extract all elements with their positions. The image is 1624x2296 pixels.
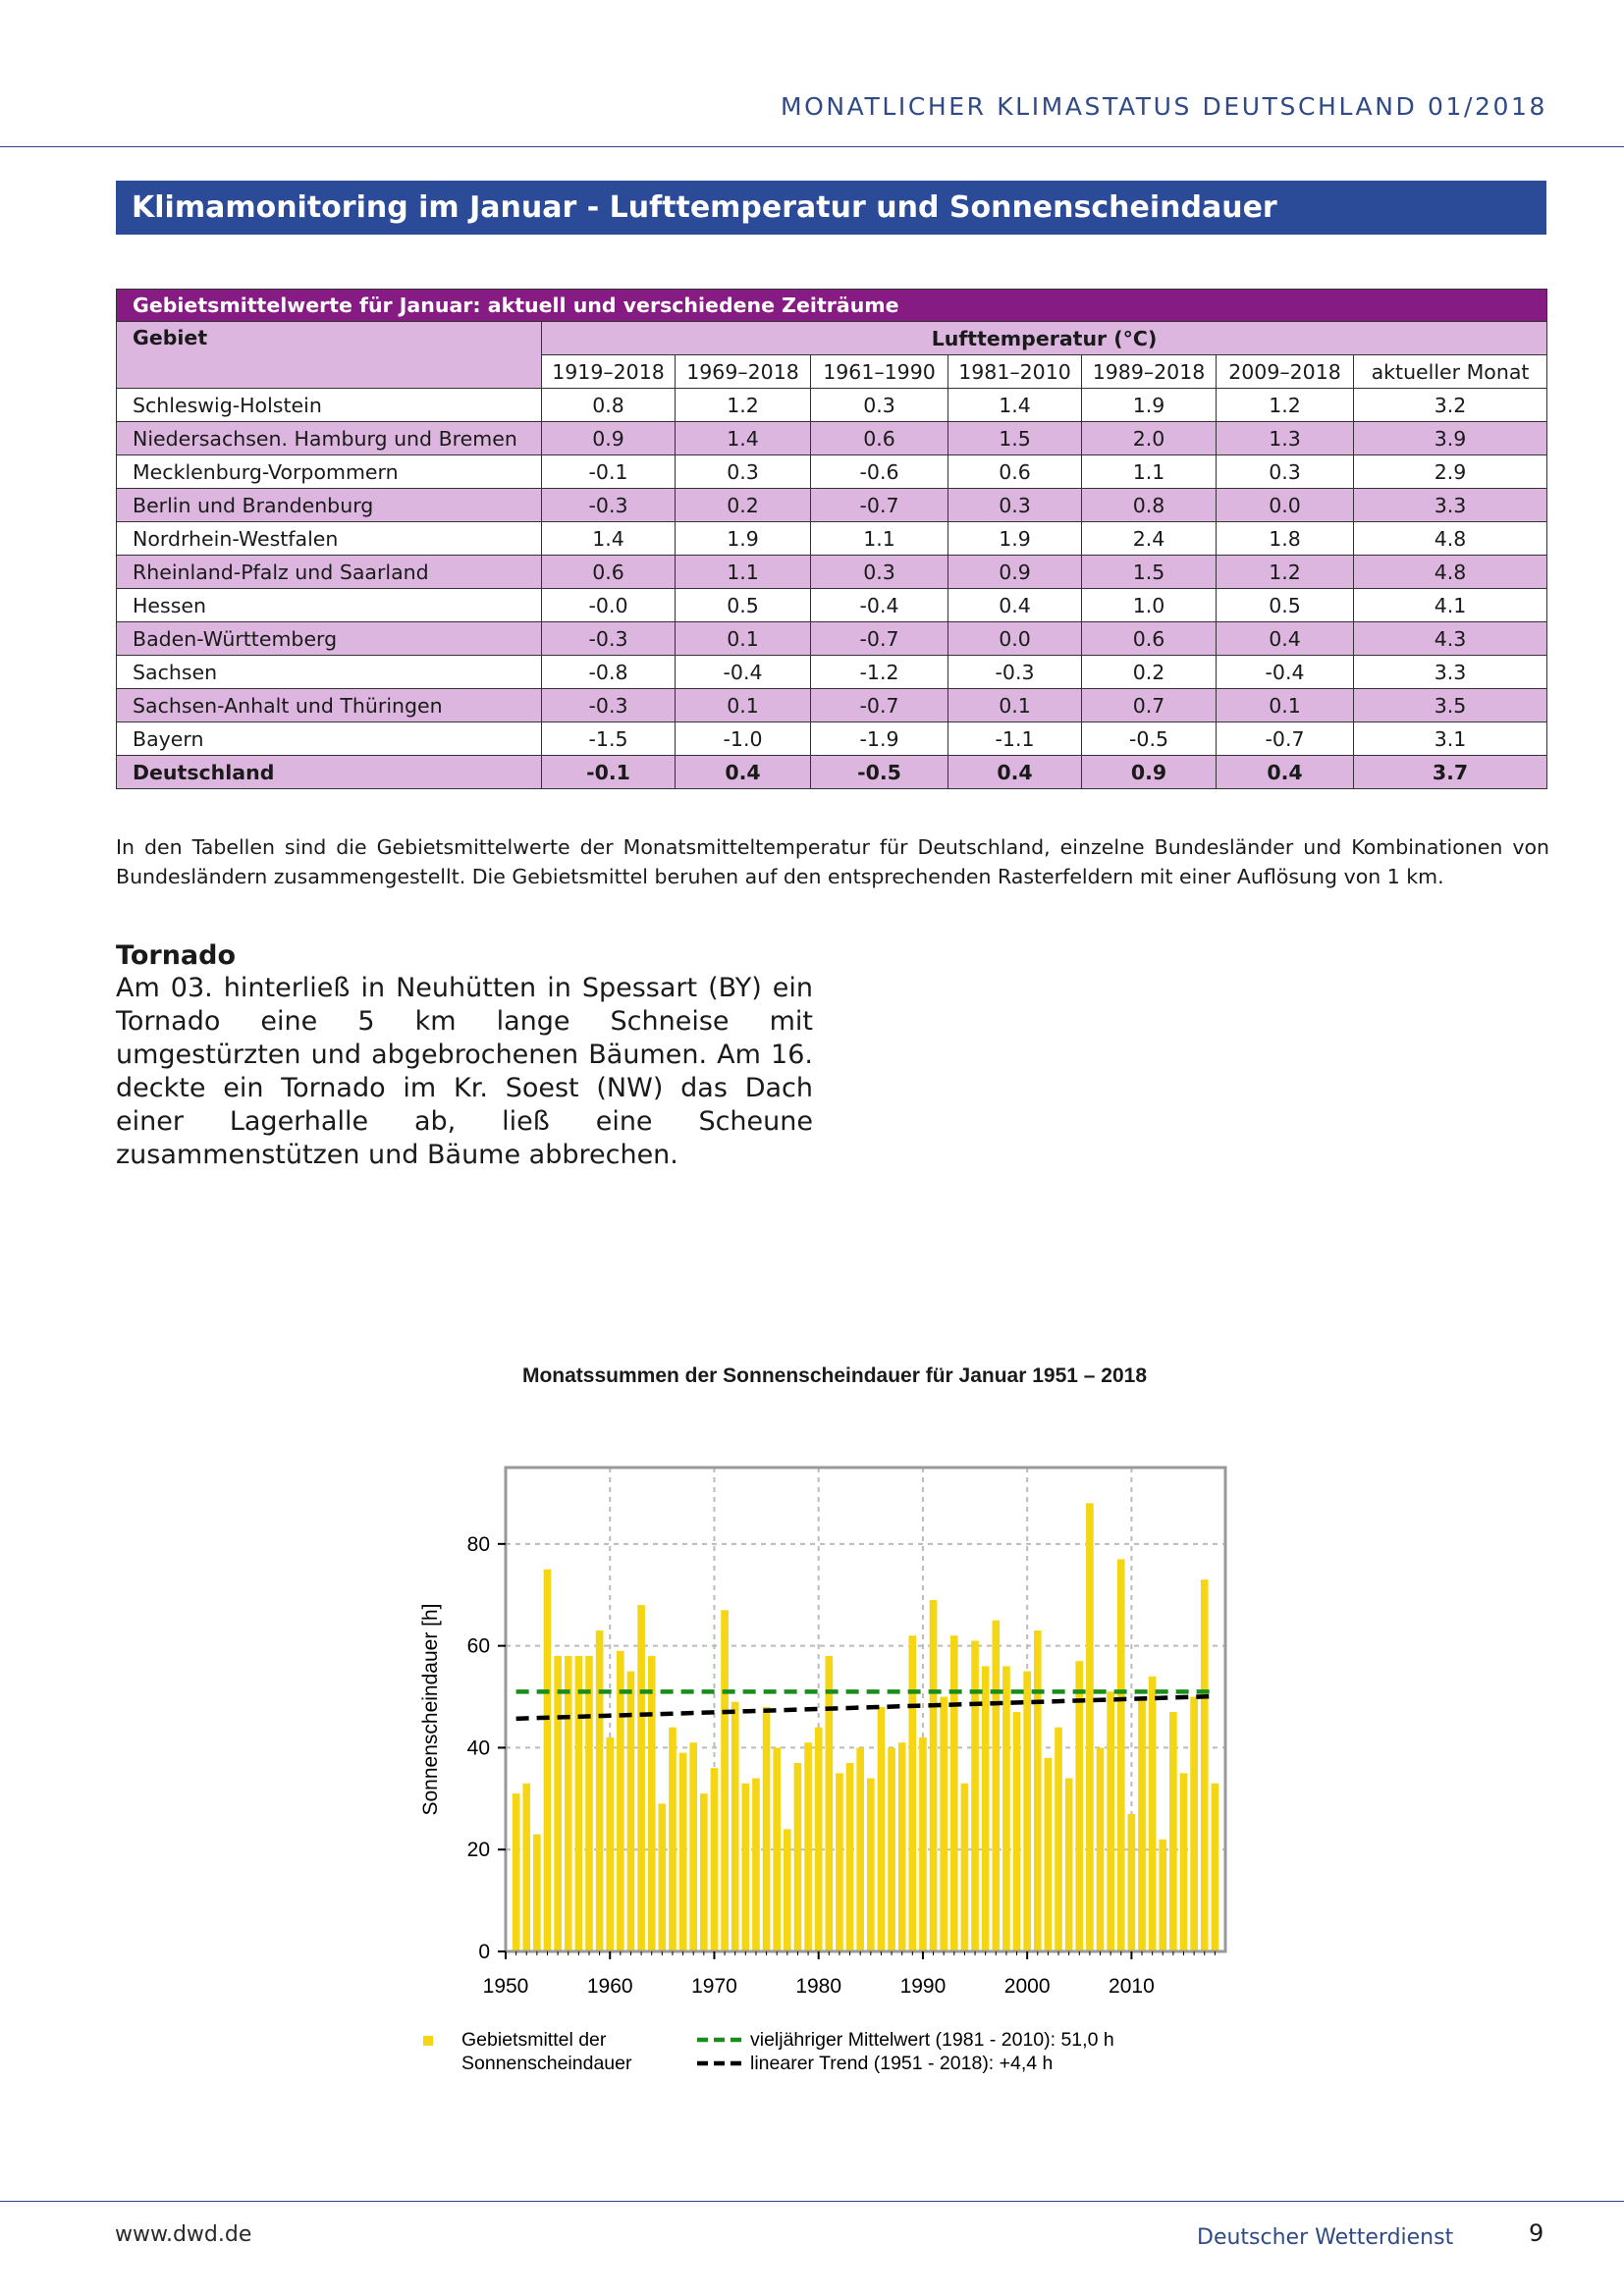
temperature-value: 4.3	[1354, 622, 1547, 656]
temperature-value: 0.6	[948, 455, 1082, 489]
x-tick-label: 1970	[691, 1975, 737, 1998]
table-row	[117, 389, 1547, 422]
legend-bar-label-2: Sonnenscheindauer	[461, 2053, 632, 2074]
temperature-value: -0.1	[542, 756, 676, 789]
temperature-value: 0.3	[1217, 455, 1354, 489]
sunshine-bar	[689, 1742, 697, 1951]
temperature-value: 0.4	[1217, 622, 1354, 656]
temperature-value: 1.1	[811, 522, 948, 556]
temperature-value: 3.1	[1354, 722, 1547, 756]
sunshine-bar	[971, 1640, 979, 1951]
region-name: Sachsen-Anhalt und Thüringen	[117, 689, 542, 722]
temperature-table	[116, 289, 1547, 789]
temperature-value: 0.3	[811, 556, 948, 589]
sunshine-bar	[846, 1763, 854, 1951]
temperature-value: 1.3	[1217, 422, 1354, 455]
sunshine-bar	[596, 1630, 604, 1951]
temperature-value: 0.4	[948, 589, 1082, 622]
sunshine-bar	[908, 1635, 916, 1951]
sunshine-bar	[544, 1570, 552, 1951]
temperature-value: 1.5	[948, 422, 1082, 455]
temperature-value: -0.3	[948, 656, 1082, 689]
sunshine-bar	[1201, 1579, 1209, 1951]
temperature-value: -0.3	[542, 489, 676, 522]
sunshine-bar	[1002, 1666, 1010, 1951]
region-name: Mecklenburg-Vorpommern	[117, 455, 542, 489]
temperature-value: 3.3	[1354, 489, 1547, 522]
sunshine-bar	[752, 1779, 760, 1951]
temperature-value: -0.6	[811, 455, 948, 489]
region-name: Berlin und Brandenburg	[117, 489, 542, 522]
sunshine-bar	[617, 1651, 624, 1951]
temperature-value: 1.9	[676, 522, 811, 556]
temperature-value: 0.8	[542, 389, 676, 422]
y-axis-label: Sonnenscheindauer [h]	[419, 1603, 442, 1816]
sunshine-bar	[1107, 1691, 1114, 1951]
sunshine-bar	[836, 1773, 843, 1951]
sunshine-bar	[815, 1728, 823, 1951]
region-name: Nordrhein-Westfalen	[117, 522, 542, 556]
sunshine-bar	[1013, 1712, 1021, 1951]
sunshine-bar	[1034, 1630, 1042, 1951]
temperature-value: 0.7	[1082, 689, 1217, 722]
sunshine-bar	[856, 1747, 864, 1951]
temperature-value: 1.2	[1217, 556, 1354, 589]
temperature-value: -0.4	[1217, 656, 1354, 689]
tornado-heading: Tornado	[116, 940, 237, 971]
region-name: Sachsen	[117, 656, 542, 689]
period-header: 1989–2018	[1082, 355, 1217, 389]
temperature-value: 0.3	[676, 455, 811, 489]
temperature-value: 0.9	[542, 422, 676, 455]
sunshine-bar	[1023, 1672, 1031, 1951]
sunshine-bar	[1169, 1712, 1177, 1951]
table-row	[117, 489, 1547, 522]
temperature-value: 0.1	[1217, 689, 1354, 722]
temperature-value: -1.0	[676, 722, 811, 756]
temperature-value: 0.6	[1082, 622, 1217, 656]
sunshine-chart-svg	[393, 1355, 1276, 2101]
temperature-value: -0.7	[1217, 722, 1354, 756]
sunshine-bar	[898, 1742, 906, 1951]
sunshine-bar	[1138, 1697, 1146, 1951]
sunshine-bar	[1086, 1503, 1094, 1951]
temperature-value: 4.8	[1354, 522, 1547, 556]
temperature-value: -0.5	[1082, 722, 1217, 756]
y-tick-label: 40	[466, 1736, 490, 1760]
sunshine-bar	[721, 1610, 729, 1951]
sunshine-bar	[679, 1753, 687, 1951]
temperature-value: -0.0	[542, 589, 676, 622]
region-name: Bayern	[117, 722, 542, 756]
table-row	[117, 622, 1547, 656]
temperature-value: -0.7	[811, 489, 948, 522]
table-row	[117, 589, 1547, 622]
region-name: Baden-Württemberg	[117, 622, 542, 656]
temperature-value: -0.7	[811, 622, 948, 656]
sunshine-bar	[1055, 1728, 1062, 1951]
sunshine-bar	[1149, 1677, 1157, 1951]
table-body	[117, 389, 1547, 789]
table-row	[117, 689, 1547, 722]
sunshine-bar	[982, 1666, 990, 1951]
sunshine-bar	[565, 1656, 572, 1951]
temperature-value: -1.5	[542, 722, 676, 756]
sunshine-bar	[763, 1707, 771, 1951]
temperature-value: 0.4	[676, 756, 811, 789]
temperature-value: 2.9	[1354, 455, 1547, 489]
temperature-value: -0.7	[811, 689, 948, 722]
temperature-value: 0.1	[676, 689, 811, 722]
temperature-value: 0.4	[948, 756, 1082, 789]
sunshine-bar	[1117, 1559, 1125, 1951]
x-tick-label: 1980	[795, 1975, 842, 1998]
temperature-value: 2.0	[1082, 422, 1217, 455]
temperature-value: -0.3	[542, 689, 676, 722]
temperature-value: -1.9	[811, 722, 948, 756]
temperature-value: -0.4	[811, 589, 948, 622]
temperature-value: 0.6	[542, 556, 676, 589]
sunshine-bar	[1065, 1779, 1073, 1951]
sunshine-bar	[1128, 1814, 1136, 1951]
temperature-value: 0.3	[811, 389, 948, 422]
temperature-value: 0.8	[1082, 489, 1217, 522]
x-tick-label: 1960	[586, 1975, 633, 1998]
temperature-value: -0.5	[811, 756, 948, 789]
sunshine-bar	[606, 1737, 614, 1951]
temperature-value: 0.0	[948, 622, 1082, 656]
table-row	[117, 722, 1547, 756]
temperature-value: 1.4	[948, 389, 1082, 422]
temperature-group-header: Lufttemperatur (°C)	[542, 322, 1547, 355]
header-divider	[0, 146, 1624, 147]
temperature-value: 0.4	[1217, 756, 1354, 789]
legend-trend-label: linearer Trend (1951 - 2018): +4,4 h	[750, 2053, 1054, 2074]
temperature-value: 0.9	[948, 556, 1082, 589]
sunshine-bar	[940, 1697, 947, 1951]
sunshine-bar	[825, 1656, 833, 1951]
temperature-value: 0.2	[676, 489, 811, 522]
y-tick-label: 80	[466, 1532, 490, 1556]
x-tick-label: 2000	[1003, 1975, 1051, 1998]
sunshine-bar	[711, 1768, 719, 1951]
sunshine-chart	[393, 1355, 1276, 2101]
temperature-value: 1.9	[948, 522, 1082, 556]
x-tick-label: 1990	[899, 1975, 947, 1998]
temperature-value: 0.9	[1082, 756, 1217, 789]
footer-organization: Deutscher Wetterdienst	[1197, 2225, 1454, 2250]
table-caption: Gebietsmittelwerte für Januar: aktuell und verschiedene Zeiträume	[117, 290, 1547, 322]
table-row	[117, 455, 1547, 489]
temperature-value: 4.8	[1354, 556, 1547, 589]
sunshine-bar	[742, 1784, 750, 1951]
sunshine-bar	[794, 1763, 802, 1951]
temperature-value: 1.2	[1217, 389, 1354, 422]
temperature-value: -1.1	[948, 722, 1082, 756]
temperature-value: 3.9	[1354, 422, 1547, 455]
legend-bar-label: Gebietsmittel der	[461, 2029, 607, 2051]
temperature-value: 0.1	[948, 689, 1082, 722]
sunshine-bar	[878, 1707, 886, 1951]
table-row	[117, 556, 1547, 589]
sunshine-bar	[1045, 1758, 1053, 1951]
sunshine-bar	[669, 1728, 677, 1951]
legend-mean-label: vieljähriger Mittelwert (1981 - 2010): 51,0 h	[750, 2029, 1114, 2051]
temperature-value: -1.2	[811, 656, 948, 689]
page-number: 9	[1529, 2219, 1544, 2247]
temperature-value: 1.0	[1082, 589, 1217, 622]
table-row	[117, 756, 1547, 789]
period-header: 2009–2018	[1217, 355, 1354, 389]
temperature-value: 1.1	[1082, 455, 1217, 489]
sunshine-bar	[575, 1656, 583, 1951]
temperature-value: 1.4	[542, 522, 676, 556]
x-tick-label: 2010	[1109, 1975, 1155, 1998]
sunshine-bar	[700, 1793, 708, 1951]
temperature-value: -0.4	[676, 656, 811, 689]
sunshine-bar	[1159, 1840, 1166, 1951]
temperature-value: 1.4	[676, 422, 811, 455]
temperature-value: 3.3	[1354, 656, 1547, 689]
sunshine-bar	[1190, 1697, 1198, 1951]
sunshine-bar	[930, 1600, 938, 1951]
region-name: Niedersachsen. Hamburg und Bremen	[117, 422, 542, 455]
table-row	[117, 522, 1547, 556]
sunshine-bar	[784, 1829, 791, 1951]
y-tick-label: 0	[478, 1941, 490, 1963]
temperature-value: 0.5	[676, 589, 811, 622]
period-header: aktueller Monat	[1354, 355, 1547, 389]
temperature-value: 1.9	[1082, 389, 1217, 422]
sunshine-bar	[731, 1702, 739, 1951]
x-tick-label: 1950	[482, 1975, 529, 1998]
sunshine-bar	[522, 1784, 530, 1951]
period-header: 1969–2018	[676, 355, 811, 389]
sunshine-bar	[867, 1779, 875, 1951]
table-row	[117, 656, 1547, 689]
report-header-title: MONATLICHER KLIMASTATUS DEUTSCHLAND 01/2018	[780, 92, 1547, 121]
sunshine-bar	[961, 1784, 969, 1951]
temperature-value: 1.8	[1217, 522, 1354, 556]
sunshine-bar	[950, 1635, 958, 1951]
temperature-value: 3.2	[1354, 389, 1547, 422]
chart-title: Monatssummen der Sonnenscheindauer für Januar 1951 – 2018	[521, 1364, 1148, 1387]
temperature-value: 0.3	[948, 489, 1082, 522]
region-name: Rheinland-Pfalz und Saarland	[117, 556, 542, 589]
sunshine-bar	[1097, 1747, 1105, 1951]
temperature-value: -0.3	[542, 622, 676, 656]
sunshine-bar	[1075, 1661, 1083, 1951]
period-header: 1919–2018	[542, 355, 676, 389]
temperature-value: 3.7	[1354, 756, 1547, 789]
legend-bar-swatch	[423, 2036, 433, 2046]
temperature-value: 0.6	[811, 422, 948, 455]
y-tick-label: 20	[466, 1839, 490, 1862]
sunshine-bar	[554, 1656, 562, 1951]
region-name: Schleswig-Holstein	[117, 389, 542, 422]
temperature-value: 0.2	[1082, 656, 1217, 689]
section-title-banner: Klimamonitoring im Januar - Lufttemperatur und Sonnenscheindauer	[116, 181, 1546, 235]
temperature-value: 3.5	[1354, 689, 1547, 722]
temperature-value: -0.1	[542, 455, 676, 489]
footer-url: www.dwd.de	[115, 2222, 252, 2247]
temperature-value: 1.2	[676, 389, 811, 422]
sunshine-bar	[773, 1747, 781, 1951]
table-row	[117, 422, 1547, 455]
sunshine-bar	[1180, 1773, 1188, 1951]
sunshine-bar	[804, 1742, 812, 1951]
sunshine-bar	[992, 1621, 1000, 1951]
sunshine-bar	[1212, 1784, 1219, 1951]
sunshine-bar	[648, 1656, 656, 1951]
sunshine-bar	[888, 1747, 895, 1951]
temperature-value: 4.1	[1354, 589, 1547, 622]
temperature-value: 0.0	[1217, 489, 1354, 522]
period-header: 1961–1990	[811, 355, 948, 389]
sunshine-bar	[919, 1737, 927, 1951]
temperature-value: -0.8	[542, 656, 676, 689]
table-footnote: In den Tabellen sind die Gebietsmittelwerte der Monatsmitteltemperatur für Deutschland, einzelne Bundesländer und Kombinationen von Bundesländern zusammengestellt. Die Gebietsmittel beruhen auf den entsprechenden Rasterfeldern mit einer Auflösung von 1 km.	[116, 835, 1549, 888]
sunshine-bar	[513, 1793, 520, 1951]
sunshine-bar	[637, 1605, 645, 1951]
sunshine-bar	[659, 1804, 667, 1951]
temperature-value: 0.5	[1217, 589, 1354, 622]
region-name: Deutschland	[117, 756, 542, 789]
period-header: 1981–2010	[948, 355, 1082, 389]
temperature-value: 1.1	[676, 556, 811, 589]
temperature-value: 0.1	[676, 622, 811, 656]
region-column-header: Gebiet	[117, 322, 542, 389]
temperature-value: 2.4	[1082, 522, 1217, 556]
footer-divider	[0, 2201, 1624, 2202]
sunshine-bar	[533, 1835, 541, 1951]
y-tick-label: 60	[466, 1634, 490, 1658]
sunshine-bar	[585, 1656, 593, 1951]
tornado-paragraph: Am 03. hinterließ in Neuhütten in Spessart (BY) ein Tornado eine 5 km lange Schneise mit umgestürzten und abgebrochenen Bäumen. Am 16. deckte ein Tornado im Kr. Soest (NW) das Dach einer Lagerhalle ab, ließ eine Scheune zusammenstützen und Bäume abbrechen.	[116, 973, 813, 1170]
region-name: Hessen	[117, 589, 542, 622]
temperature-value: 1.5	[1082, 556, 1217, 589]
